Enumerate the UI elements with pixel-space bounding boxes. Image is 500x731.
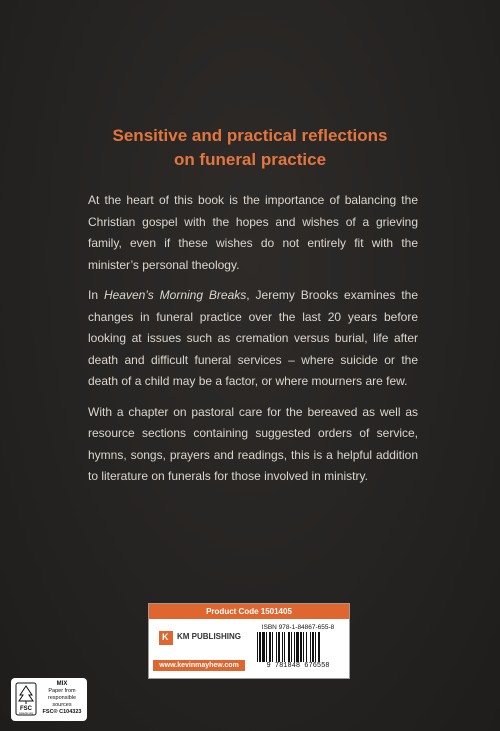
heading-line-1: Sensitive and practical reflections xyxy=(112,126,388,145)
publisher-url: www.kevinmayhew.com xyxy=(153,660,245,671)
isbn-barcode xyxy=(249,622,347,678)
barcode-digits: 9 781848 676558 xyxy=(266,662,330,670)
fsc-line-2: responsible sources xyxy=(47,695,77,708)
p2-rest: , Jeremy Brooks examines the changes in funeral practice over the last 20 years before looking at issues such as cremation versus burial, life after death and difficult funeral services – where suicide or the death of a child may be a factor, or where mourners are few. xyxy=(88,288,418,388)
book-title: Heaven’s Morning Breaks xyxy=(103,288,247,302)
fsc-text xyxy=(39,681,85,716)
fsc-mix: MIX xyxy=(56,681,68,687)
blurb-paragraph-3: With a chapter on pastoral care for the bereaved as well as resource sections containing suggested orders of service, hymns, songs, prayers and readings, this is a helpful addition to literature on funerals for those involved in ministry. xyxy=(88,404,418,483)
fsc-tree-label: FSC xyxy=(20,706,32,712)
isbn-text: ISBN 978-1-84867-655-8 xyxy=(261,624,335,631)
fsc-url: www.fsc.org xyxy=(19,712,33,716)
fsc-label xyxy=(11,678,87,721)
fsc-code: FSC® C104323 xyxy=(42,709,82,715)
publisher-block xyxy=(153,623,245,679)
blurb-paragraph-2 xyxy=(88,285,418,393)
product-code: Product Code 1501405 xyxy=(149,604,349,619)
km-logo-icon: K xyxy=(159,631,173,645)
fsc-tree-icon xyxy=(15,682,37,716)
heading-line-2: on funeral practice xyxy=(173,150,327,169)
publisher-name: KM PUBLISHING xyxy=(177,632,241,641)
blurb xyxy=(88,190,418,497)
fsc-line-1: Paper from xyxy=(48,688,76,694)
back-cover-heading xyxy=(0,124,500,172)
blurb-paragraph-1: At the heart of this book is the importance of balancing the Christian gospel with the hopes and wishes of a grieving family, even if these wishes do not entirely fit with the minister’s personal theology. xyxy=(88,193,418,272)
product-block xyxy=(148,603,350,679)
p2-prefix: In xyxy=(88,288,104,302)
barcode-icon xyxy=(255,632,341,662)
